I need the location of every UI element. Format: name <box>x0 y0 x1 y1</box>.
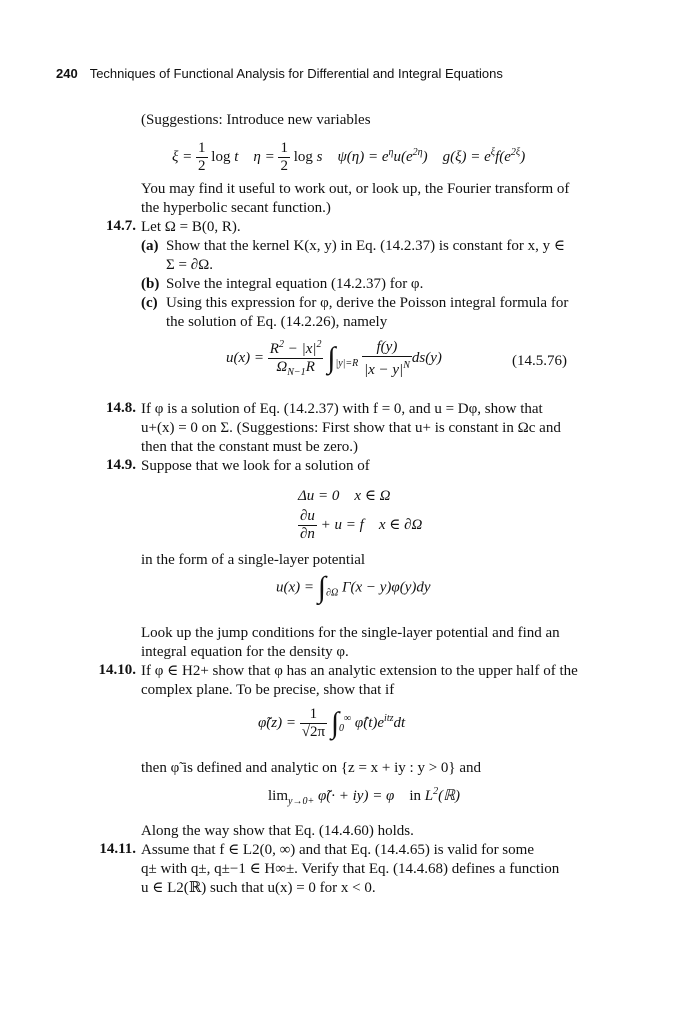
page-number: 240 <box>56 66 78 81</box>
text-line: You may find it useful to work out, or look up, the Fourier transform of <box>141 181 570 197</box>
text-line: Σ = ∂Ω. <box>166 257 213 273</box>
part-label: (c) <box>141 295 158 311</box>
text-line: Along the way show that Eq. (14.4.60) holds. <box>141 823 414 839</box>
text-line: complex plane. To be precise, show that if <box>141 682 395 698</box>
equation-limit: $\lim_{y\to 0+}$ φ̃(· + iy) = φ in $L^2(ℝ)$ <box>268 786 460 807</box>
text-line: then φ̃ is defined and analytic on {z = x + iy : y > 0} and <box>141 760 482 776</box>
problem-number: 14.11. <box>99 841 136 857</box>
text-line: Using this expression for φ, derive the Poisson integral formula for <box>166 295 569 311</box>
text-line: q± with q±, q±−1 ∈ H∞±. Verify that Eq. (14.4.68) defines a function <box>141 861 560 877</box>
running-title: Techniques of Functional Analysis for Differential and Integral Equations <box>89 66 503 81</box>
text-line: the solution of Eq. (14.2.26), namely <box>166 314 388 330</box>
equation-poisson: u(x) = $\frac{R^2 - |x|^2}{\Omega_{N-1}R}$ $\int_{|y|=R}$ $\frac{f(y)}{|x - y|^N}$ ds(y) <box>226 336 442 381</box>
equation-robin: $\frac{\partial u}{\partial n}$ + u = f x ∈ ∂Ω <box>300 508 423 542</box>
text-line: (Suggestions: Introduce new variables <box>141 112 371 128</box>
text-line: Show that the kernel K(x, y) in Eq. (14.2.37) is constant for x, y ∈ <box>166 238 565 254</box>
problem-number: 14.10. <box>98 662 136 678</box>
text-line: the hyperbolic secant function.) <box>141 200 331 216</box>
problem-number: 14.7. <box>106 218 136 234</box>
equation-analytic-extension: φ̃(z) = $\frac{1}{√2\pi}$ $\int_0^\infty$ $\varphî(t)e^{itz}dt$ <box>258 706 406 740</box>
text-line: Assume that f ∈ L2(0, ∞) and that Eq. (14.4.65) is valid for some <box>141 842 534 858</box>
equation-number: (14.5.76) <box>512 353 567 369</box>
text-line: in the form of a single-layer potential <box>141 552 366 568</box>
text-line: u ∈ L2(ℝ) such that u(x) = 0 for x < 0. <box>141 880 376 896</box>
equation-laplace: Δu = 0 x ∈ Ω <box>298 488 391 504</box>
problem-number: 14.8. <box>106 400 136 416</box>
equation-single-layer: $u(x) = \int_{\partial\Omega}$ Γ(x − y)φ(y)dy <box>276 571 431 604</box>
text-line: If φ is a solution of Eq. (14.2.37) with f = 0, and u = Dφ, show that <box>141 401 543 417</box>
problem-number: 14.9. <box>106 457 136 473</box>
text-line: If φ ∈ H2+ show that φ has an analytic extension to the upper half of the <box>141 663 578 679</box>
text-line: integral equation for the density φ. <box>141 644 349 660</box>
text-line: then that the constant must be zero.) <box>141 439 359 455</box>
text-line: Look up the jump conditions for the single-layer potential and find an <box>141 625 560 641</box>
equation-substitution: ξ = $\frac{1}{2}$ log t η = $\frac{1}{2}$ log s $\psi(\eta) = e^\eta u(e^{2\eta})$ $g(\xi) = e^\xi f(e^{2\xi})$ <box>172 140 526 174</box>
text-line: u+(x) = 0 on Σ. (Suggestions: First show that u+ is constant in Ωc and <box>141 420 561 436</box>
running-header <box>56 66 503 81</box>
part-label: (a) <box>141 238 159 254</box>
text-line: Suppose that we look for a solution of <box>141 458 370 474</box>
text-line: Let Ω = B(0, R). <box>141 219 241 235</box>
text-line: Solve the integral equation (14.2.37) for φ. <box>166 276 424 292</box>
part-label: (b) <box>141 276 160 292</box>
